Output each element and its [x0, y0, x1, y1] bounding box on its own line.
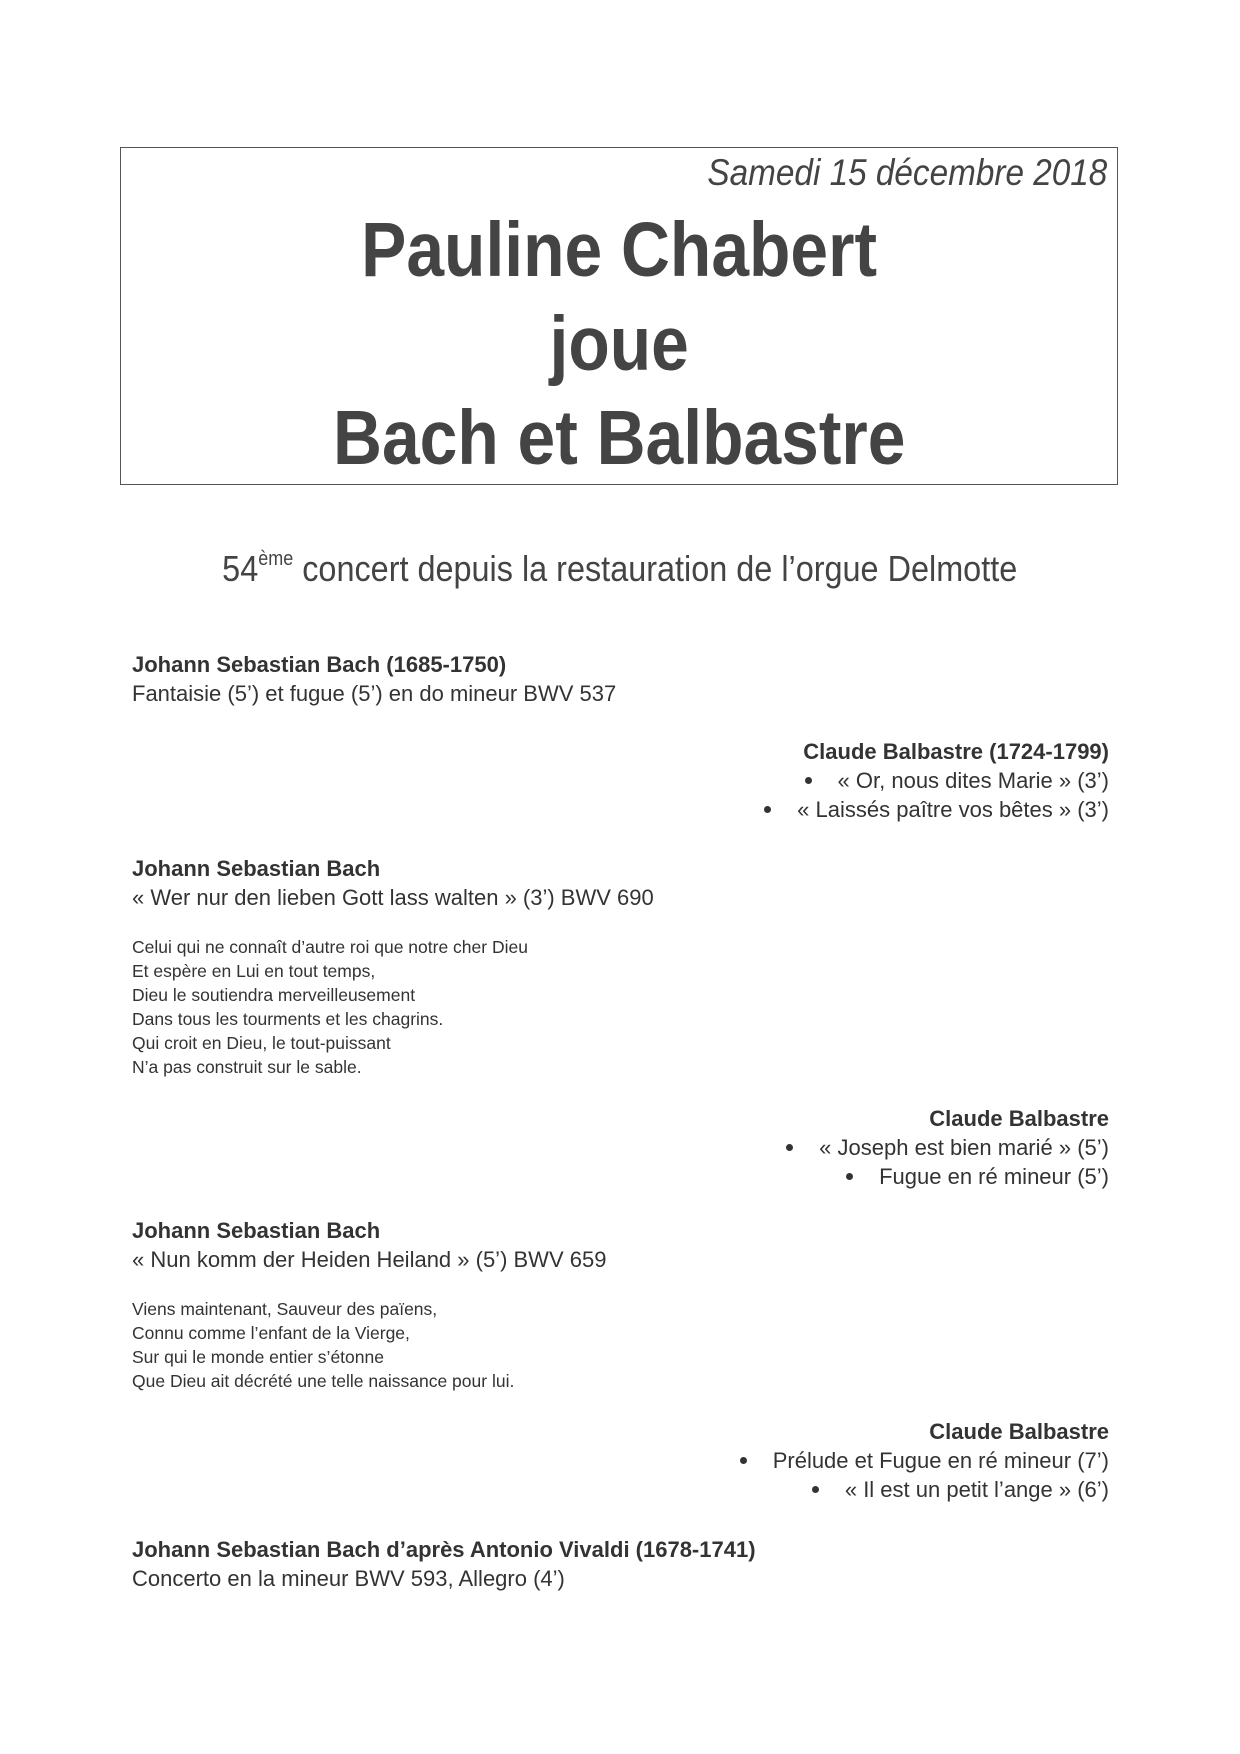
program-piece-6	[740, 1417, 1109, 1504]
poem-line: Dieu le soutiendra merveilleusement	[132, 985, 416, 1005]
program-piece-7	[132, 1535, 756, 1593]
subtitle-text: concert depuis la restauration de l’orgue Delmotte	[293, 548, 1018, 589]
poem-line: N’a pas construit sur le sable.	[132, 1057, 362, 1077]
bullet-icon	[786, 1144, 793, 1151]
program-piece-5	[132, 1216, 606, 1274]
title-joue	[121, 301, 1117, 387]
work-list	[764, 766, 1109, 824]
work-title: « Or, nous dites Marie » (3’)	[837, 768, 1109, 793]
poem-text	[132, 935, 528, 1079]
work-title: « Laissés paître vos bêtes » (3’)	[797, 797, 1109, 822]
title-performer-text: Pauline Chabert	[361, 207, 877, 293]
poem-line: Connu comme l’enfant de la Vierge,	[132, 1323, 410, 1343]
work-title: Fantaisie (5’) et fugue (5’) en do mineur BWV 537	[132, 681, 617, 706]
poem-text	[132, 1297, 514, 1393]
composer-name: Claude Balbastre	[929, 1106, 1109, 1131]
bullet-icon	[812, 1486, 819, 1493]
bullet-icon	[764, 806, 771, 813]
concert-number: 54	[222, 548, 259, 589]
bullet-icon	[740, 1457, 747, 1464]
poem-line: Et espère en Lui en tout temps,	[132, 961, 376, 981]
list-item	[786, 1133, 1109, 1162]
poem-line: Que Dieu ait décrété une telle naissance pour lui.	[132, 1371, 515, 1391]
composer-name: Claude Balbastre (1724-1799)	[803, 739, 1109, 764]
list-item	[740, 1475, 1109, 1504]
work-title: Fugue en ré mineur (5’)	[879, 1164, 1109, 1189]
concert-subtitle	[0, 548, 1240, 590]
bullet-icon	[805, 777, 812, 784]
composer-name: Johann Sebastian Bach d’après Antonio Vivaldi (1678-1741)	[132, 1537, 756, 1562]
work-title: « Nun komm der Heiden Heiland » (5’) BWV 659	[132, 1247, 607, 1272]
concert-date: Samedi 15 décembre 2018	[707, 152, 1107, 193]
title-composers-text: Bach et Balbastre	[332, 395, 906, 481]
list-item	[764, 766, 1109, 795]
list-item	[764, 795, 1109, 824]
work-list	[786, 1133, 1109, 1191]
work-list	[740, 1446, 1109, 1504]
title-composers	[121, 395, 1117, 481]
header-box	[120, 147, 1118, 485]
composer-name: Johann Sebastian Bach	[132, 856, 381, 881]
poem-line: Sur qui le monde entier s’étonne	[132, 1347, 384, 1367]
poem-line: Dans tous les tourments et les chagrins.	[132, 1009, 444, 1029]
list-item	[786, 1162, 1109, 1191]
work-title: « Joseph est bien marié » (5’)	[819, 1135, 1109, 1160]
poem-line: Viens maintenant, Sauveur des païens,	[132, 1299, 438, 1319]
work-title: Prélude et Fugue en ré mineur (7’)	[772, 1448, 1109, 1473]
program-piece-3	[132, 854, 654, 912]
composer-name: Johann Sebastian Bach	[132, 1218, 381, 1243]
concert-number-suffix: ème	[258, 548, 294, 570]
list-item	[740, 1446, 1109, 1475]
poem-line: Celui qui ne connaît d’autre roi que notre cher Dieu	[132, 937, 528, 957]
title-joue-text: joue	[549, 301, 689, 387]
bullet-icon	[846, 1173, 853, 1180]
work-title: « Il est un petit l’ange » (6’)	[844, 1477, 1109, 1502]
work-title: Concerto en la mineur BWV 593, Allegro (4’)	[132, 1566, 565, 1591]
poem-line: Qui croit en Dieu, le tout-puissant	[132, 1033, 391, 1053]
composer-name: Johann Sebastian Bach (1685-1750)	[132, 652, 507, 677]
program-piece-4	[786, 1104, 1109, 1191]
program-piece-1	[132, 650, 616, 708]
program-piece-2	[764, 737, 1109, 824]
title-performer	[121, 207, 1117, 293]
composer-name: Claude Balbastre	[929, 1419, 1109, 1444]
work-title: « Wer nur den lieben Gott lass walten » (3’) BWV 690	[132, 885, 654, 910]
